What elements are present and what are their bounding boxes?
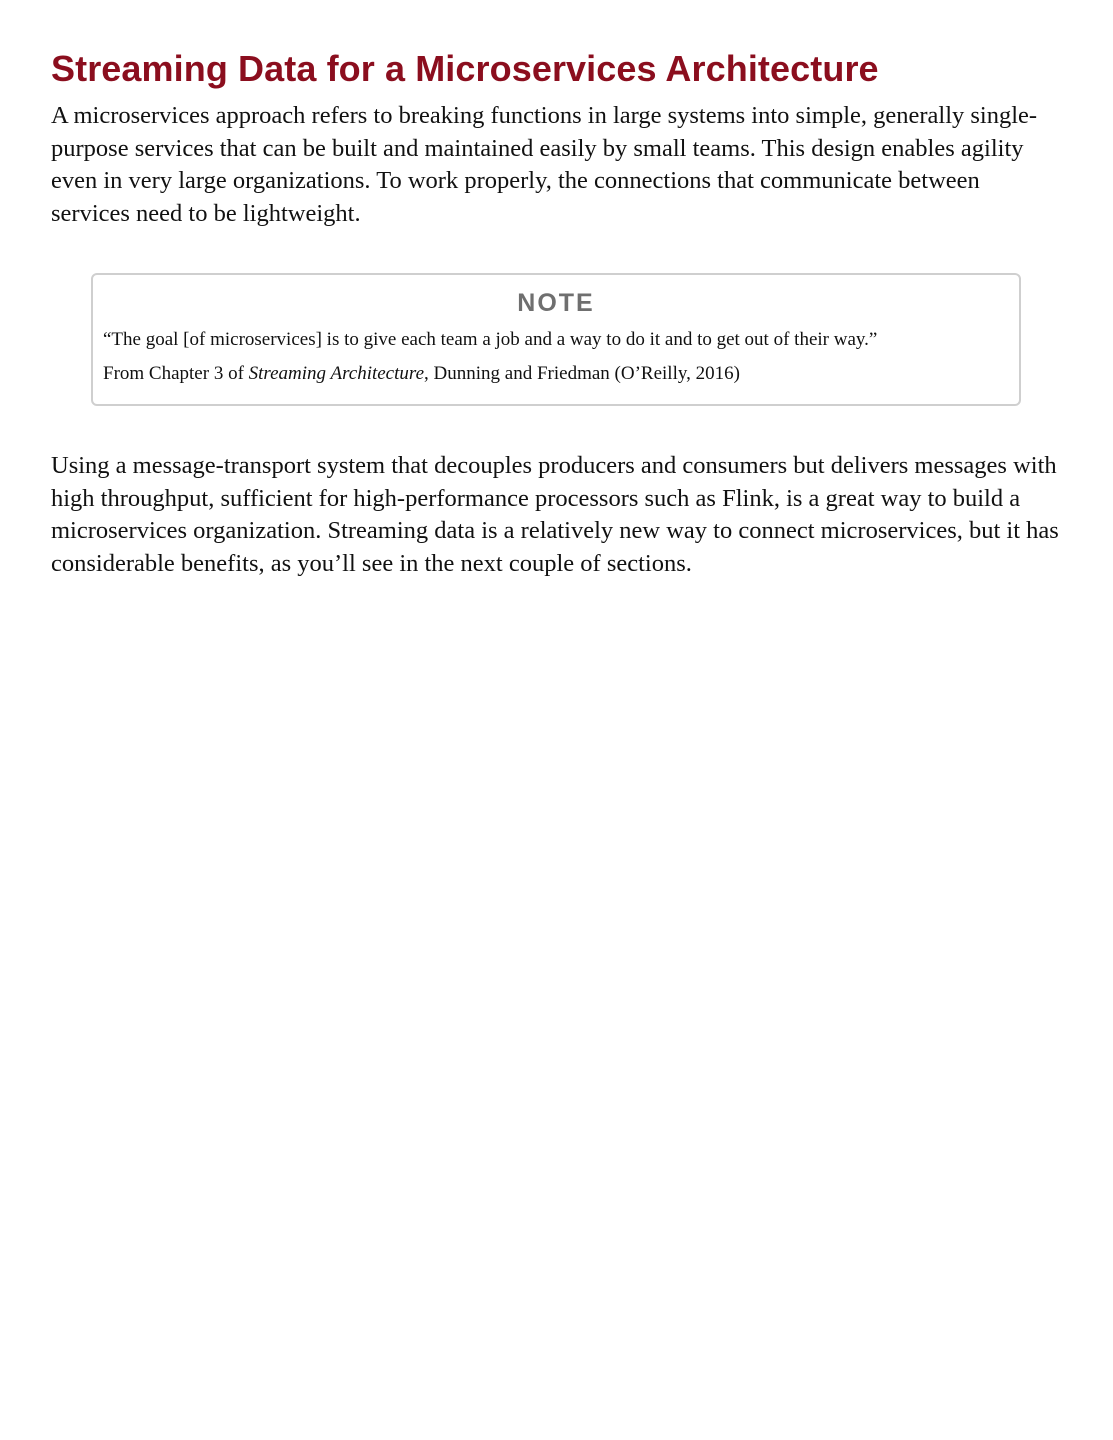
note-source-suffix: , Dunning and Friedman (O’Reilly, 2016) <box>424 362 740 384</box>
note-source <box>103 362 1009 386</box>
note-label: NOTE <box>517 288 595 317</box>
intro-paragraph: A microservices approach refers to breaking functions in large systems into simple, generally single-purpose services that can be built and maintained easily by small teams. This design enables agility even in very large organizations. To work properly, the connections that communicate between services need to be lightweight. <box>51 102 1038 228</box>
document-page <box>51 46 1061 581</box>
note-box <box>91 273 1021 406</box>
note-source-prefix: From Chapter 3 of <box>103 362 249 384</box>
note-quote: “The goal [of microservices] is to give each team a job and a way to do it and to get out of their way.” <box>103 328 878 350</box>
section-title: Streaming Data for a Microservices Architecture <box>51 48 879 89</box>
note-source-title: Streaming Architecture <box>248 362 425 384</box>
closing-paragraph: Using a message-transport system that decouples producers and consumers but delivers messages with high throughput, sufficient for high-performance processors such as Flink, is a great way to build a microservices organization. Streaming data is a relatively new way to connect microservices, but it has considerable benefits, as you’ll see in the next couple of sections. <box>51 451 1059 577</box>
